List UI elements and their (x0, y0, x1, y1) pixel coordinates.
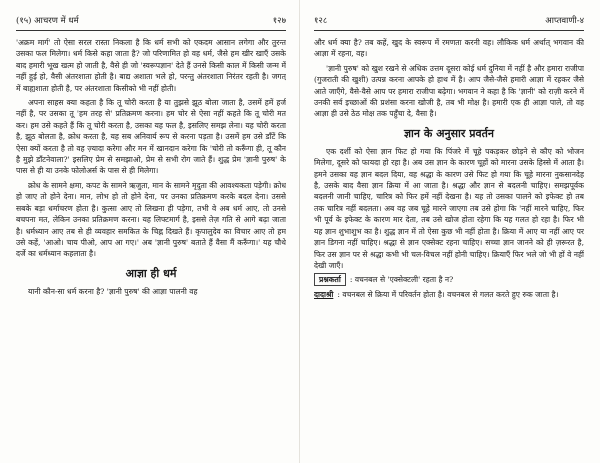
book-gutter (299, 0, 300, 463)
speaker-label: दादाश्री (314, 289, 334, 299)
right-page-header (314, 12, 584, 28)
right-page (314, 0, 584, 463)
page-number: १२७ (272, 15, 286, 26)
section-heading: आज्ञा ही धर्म (125, 266, 177, 280)
header-rule (16, 30, 286, 31)
paragraph: और धर्म क्या है? तब कहें, खुद के स्वरूप में रमणता करनी वह। लौकिक धर्म अर्थात् भगवान की आज्ञा में रहना, वह। (314, 38, 584, 59)
book-title: आप्तवाणी-४ (545, 15, 584, 26)
page-number: १२८ (314, 15, 328, 26)
speaker-label: प्रश्नकर्ता (314, 273, 346, 286)
paragraph: क्रोध के सामने क्षमा, कपट के सामने ऋजुता, मान के सामने मृदुता की आवश्यकता पड़ेगी। क्रोध हो जाए तो होने देना। मान, लोभ हो तो होने देना, पर उनका प्रतिक्रमण करके बदल देना। उससे सबके बड़ा धर्माचरण होता है। कुत्सा आए तो लिखना ही पड़ेगा, तभी वे अब धर्म आए, तो उनसे बचपना मत, लेकिन उनका प्रतिक्रमण करना। यह लिफ्टमार्ग है, इससे तेज़ गति से आगे बढ़ा जाता है। धर्मध्यान आए तब से ही व्यवहार समकित के चिह्न दिखते हैं। कृपालुदेव का विचार आए तो हम उसे कहें, 'आओ। चाय पीओ, आप आ गए।' अब 'ज्ञानी पुरुष' बताते हैं वैसा मैं करूँगा।' यह चौथे दर्जे का धर्मध्यान कहलाता है। (16, 180, 286, 259)
paragraph: 'अक्रम मार्ग' तो ऐसा सरल रास्ता निकला है कि धर्म सभी को एकदम आसान लगेगा और तुरन्त उसका फल मिलेगा। धर्म किसे कहा जाता है? जो परिणामित हो वह धर्म, जैसे हम खीर खाएँ उसके बाद हमारी भूख खत्म हो जाती है, वैसे ही जो 'स्वरूपज्ञान' देते हैं उनसे किसी काल में किसी जन्म में नहीं हुई हो, वैसी अंतरशाता होती है। बाद्य अशाता भले हो, परन्तु अंतरशाता निरंतर रहती है। जगत् में बाह्यशाता होती है, पर अंतरशाता किसीको भी नहीं होती। (16, 38, 286, 93)
header-rule (314, 30, 584, 31)
dialogue-text: वचनबल से 'एक्सेक्टली' रहता है न? (354, 275, 454, 285)
section-heading: ज्ञान के अनुसार प्रवर्तन (404, 126, 494, 140)
dialogue-text: वचनबल से क्रिया में परिवर्तन होता है। वचनबल से गलत करते हुए रुक जाता है। (342, 289, 559, 299)
paragraph: 'ज्ञानी पुरुष' को खुश रखने से अधिक उत्तम दूसरा कोई धर्म दुनिया में नहीं है और हमारा राजीपा (गुजराती की खुशी) उत्पन्न करना आपके हो हाथ में है। आप जैसे-जैसे हमारी आज्ञा में रहकर जैसे आते जाएँगे, वैसे-वैसे आप पर हमारा राजीपा बढ़ेगा। भगवान ने कहा है कि 'ज्ञानी' को राज़ी करने में उनकी सर्व इच्छाओं की प्रशंसा करना खोजी है, तब भी मोक्ष है। हमारी एक ही आज्ञा पाले, तो वह आज्ञा ही उसे ठेठ मोक्ष तक पहुँचा दे, वैसा है। (314, 63, 584, 119)
dialogue-line: प्रश्नकर्ता : वचनबल से 'एक्सेक्टली' रहता है न? (314, 274, 584, 285)
left-page-header (16, 12, 286, 28)
left-page (16, 0, 286, 463)
paragraph: अपना साहस क्या कहता है कि तू चोरी करता है या तुझसे झूठ बोला जाता है, उसमें हमें हर्ज नहीं है, पर उसका तू 'हम तरह से' प्रतिक्रमण करना। हम चोर से ऐसा नहीं कहते कि तू चोरी मत कर। हम उसे कहते हैं कि तू चोरी करता है, उसका यह फल है, इसलिए समझ लेना। यह चोरी करता है, झूठ बोलता है, क्रोध करता है, यह सब अनिवार्य रूप से करना पड़ता है। उसमें हम उसे डाँटें कि ऐसा क्यों करता है तो वह ज़्यादा करेगा और मन में खानदान करेगा कि 'चोरी तो करूँगा ही, तू कौन है मुझे डाँटनेवाला?' इसलिए प्रेम से समझाओ, प्रेम से सभी रोग जाते हैं। शुद्ध प्रेम 'ज्ञानी पुरुष' के पास से ही या उनके फोलोअर्स के पास से ही मिलेगा। (16, 98, 286, 176)
chapter-title: (१५) आचरण में धर्म (16, 15, 79, 26)
paragraph: एक दर्शी को ऐसा ज्ञान फिट हो गया कि पिंजरे में चूहे पकड़कर छोड़ने से कौए को भोजन मिलेगा, दूसरे को फायदा हो रहा है। अब उस ज्ञान के कारण चूहों को मारना उसके हिस्से में आता है। हमने उसका वह ज्ञान बदल दिया, वह श्रद्धा के कारण उसे फिट हो गया कि चूहे मारना नुकसानदेह है, उसके बाद वैसा ज्ञान क्रिया में आ जाता है। श्रद्धा और ज्ञान से बदलनी चाहिए। समझपूर्वक बदलनी जानी चाहिए, चारित्र को फिर हमें नहीं देखना है। यह तो उसका पालने को इफेक्ट हो तब तक चारित्र नहीं बदलता। अब वह जब चूहे मारने जाएगा तब उसे होगा कि 'नहीं मारने चाहिए, फिर भी पूर्व के इफेक्ट के कारण मार देता, तब उसे खोज होता रहेगा कि यह गलत हो रहा है। फिर भी यह ज्ञान शुभाशुभ का है। शुद्ध ज्ञान में तो ऐसा कुछ भी नहीं होता है। क्रिया में आए या नहीं आए पर ज्ञान डिगना नहीं चाहिए। श्रद्धा से ज्ञान एक्सेक्ट रहना चाहिए। सच्चा ज्ञान जानने को ही ज़रूरत है, फिर उस ज्ञान पर से श्रद्धा कभी भी चल-विचल नहीं होनी चाहिए। क्रियाएँ फिर भले जो भी हों वे नहीं देखी जाएँ। (314, 146, 584, 270)
paragraph: यानी कौन-सा धर्म करना है? 'ज्ञानी पुरुष' की आज्ञा पालनी वह (28, 286, 198, 296)
dialogue-line: दादाश्री : वचनबल से क्रिया में परिवर्तन होता है। वचनबल से गलत करते हुए रुक जाता है। (314, 289, 559, 299)
